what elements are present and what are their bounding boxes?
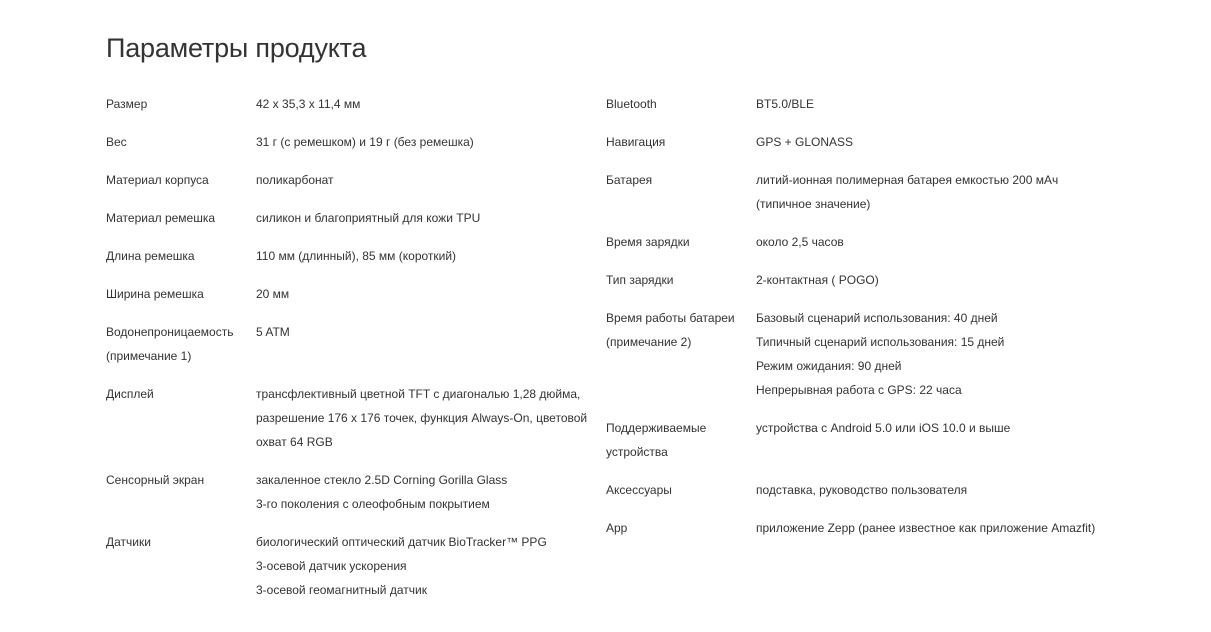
spec-value: GPS + GLONASS: [756, 135, 854, 149]
spec-label: Водонепроницаемость (примечание 1): [106, 325, 234, 363]
spec-label: Батарея: [606, 173, 653, 187]
spec-row-strap-length: [106, 244, 606, 282]
spec-row-strap-material: [106, 206, 606, 244]
spec-label: Материал корпуса: [106, 173, 209, 187]
spec-value: подставка, руководство пользователя: [756, 483, 968, 497]
spec-row-supported-devices: [606, 416, 1106, 478]
spec-value-line: биологический оптический датчик BioTracker™ PPG: [256, 535, 547, 549]
spec-label: Навигация: [606, 135, 666, 149]
spec-row-battery-life: [606, 306, 1106, 416]
spec-row-weight: [106, 130, 606, 168]
spec-value: 20 мм: [256, 287, 290, 301]
spec-value: силикон и благоприятный для кожи TPU: [256, 211, 481, 225]
spec-label: Поддерживаемые устройства: [606, 421, 707, 459]
spec-value: BT5.0/BLE: [756, 97, 815, 111]
spec-row-display: [106, 382, 606, 468]
spec-row-water-resistance: [106, 320, 606, 382]
spec-value: поликарбонат: [256, 173, 334, 187]
spec-label: Материал ремешка: [106, 211, 216, 225]
spec-value: литий-ионная полимерная батарея емкостью 200 мАч (типичное значение): [756, 173, 1059, 211]
spec-value: 31 г (с ремешком) и 19 г (без ремешка): [256, 135, 474, 149]
spec-value: 42 x 35,3 x 11,4 мм: [256, 97, 361, 111]
spec-row-navigation: [606, 130, 1106, 168]
spec-value: [756, 306, 1106, 402]
page-title: Параметры продукта: [106, 33, 367, 63]
spec-value-line: 3-осевой геомагнитный датчик: [256, 583, 427, 597]
spec-value-line: Режим ожидания: 90 дней: [756, 359, 902, 373]
spec-value: 2-контактная ( POGO): [756, 273, 879, 287]
spec-row-touchscreen: [106, 468, 606, 530]
spec-value: около 2,5 часов: [756, 235, 844, 249]
spec-value: приложение Zepp (ранее известное как приложение Amazfit): [756, 521, 1096, 535]
spec-row-accessories: [606, 478, 1106, 516]
spec-value-line: Базовый сценарий использования: 40 дней: [756, 311, 998, 325]
spec-row-strap-width: [106, 282, 606, 320]
spec-row-battery: [606, 168, 1106, 230]
spec-label: Длина ремешка: [106, 249, 195, 263]
spec-label: Сенсорный экран: [106, 473, 205, 487]
spec-value: трансфлективный цветной TFT с диагональю 1,28 дюйма, разрешение 176 x 176 точек, функция Always-On, цветовой охват 64 RGB: [256, 387, 588, 449]
specs-left-column: [106, 92, 606, 616]
spec-label: Размер: [106, 97, 148, 111]
spec-value: 5 ATM: [256, 325, 290, 339]
spec-value: устройства с Android 5.0 или iOS 10.0 и выше: [756, 421, 1011, 435]
spec-label: App: [606, 521, 628, 535]
spec-label: Вес: [106, 135, 127, 149]
spec-row-sensors: [106, 530, 606, 616]
spec-row-charging-type: [606, 268, 1106, 306]
spec-label: Время работы батареи (примечание 2): [606, 311, 735, 349]
spec-row-app: [606, 516, 1106, 554]
specs-right-column: [606, 92, 1106, 554]
spec-label: Bluetooth: [606, 97, 657, 111]
spec-value: закаленное стекло 2.5D Corning Gorilla Glass 3-го поколения с олеофобным покрытием: [256, 473, 508, 511]
spec-label: Ширина ремешка: [106, 287, 204, 301]
spec-value-line: Типичный сценарий использования: 15 дней: [756, 335, 1005, 349]
spec-label: Тип зарядки: [606, 273, 674, 287]
spec-row-charging-time: [606, 230, 1106, 268]
spec-value: [256, 530, 606, 602]
spec-value-line: Непрерывная работа с GPS: 22 часа: [756, 383, 962, 397]
spec-value-line: 3-осевой датчик ускорения: [256, 559, 407, 573]
spec-label: Датчики: [106, 535, 151, 549]
spec-label: Дисплей: [106, 387, 154, 401]
spec-row-bluetooth: [606, 92, 1106, 130]
spec-row-case-material: [106, 168, 606, 206]
spec-label: Время зарядки: [606, 235, 690, 249]
spec-label: Аксессуары: [606, 483, 672, 497]
spec-value: 110 мм (длинный), 85 мм (короткий): [256, 249, 457, 263]
spec-row-size: [106, 92, 606, 130]
